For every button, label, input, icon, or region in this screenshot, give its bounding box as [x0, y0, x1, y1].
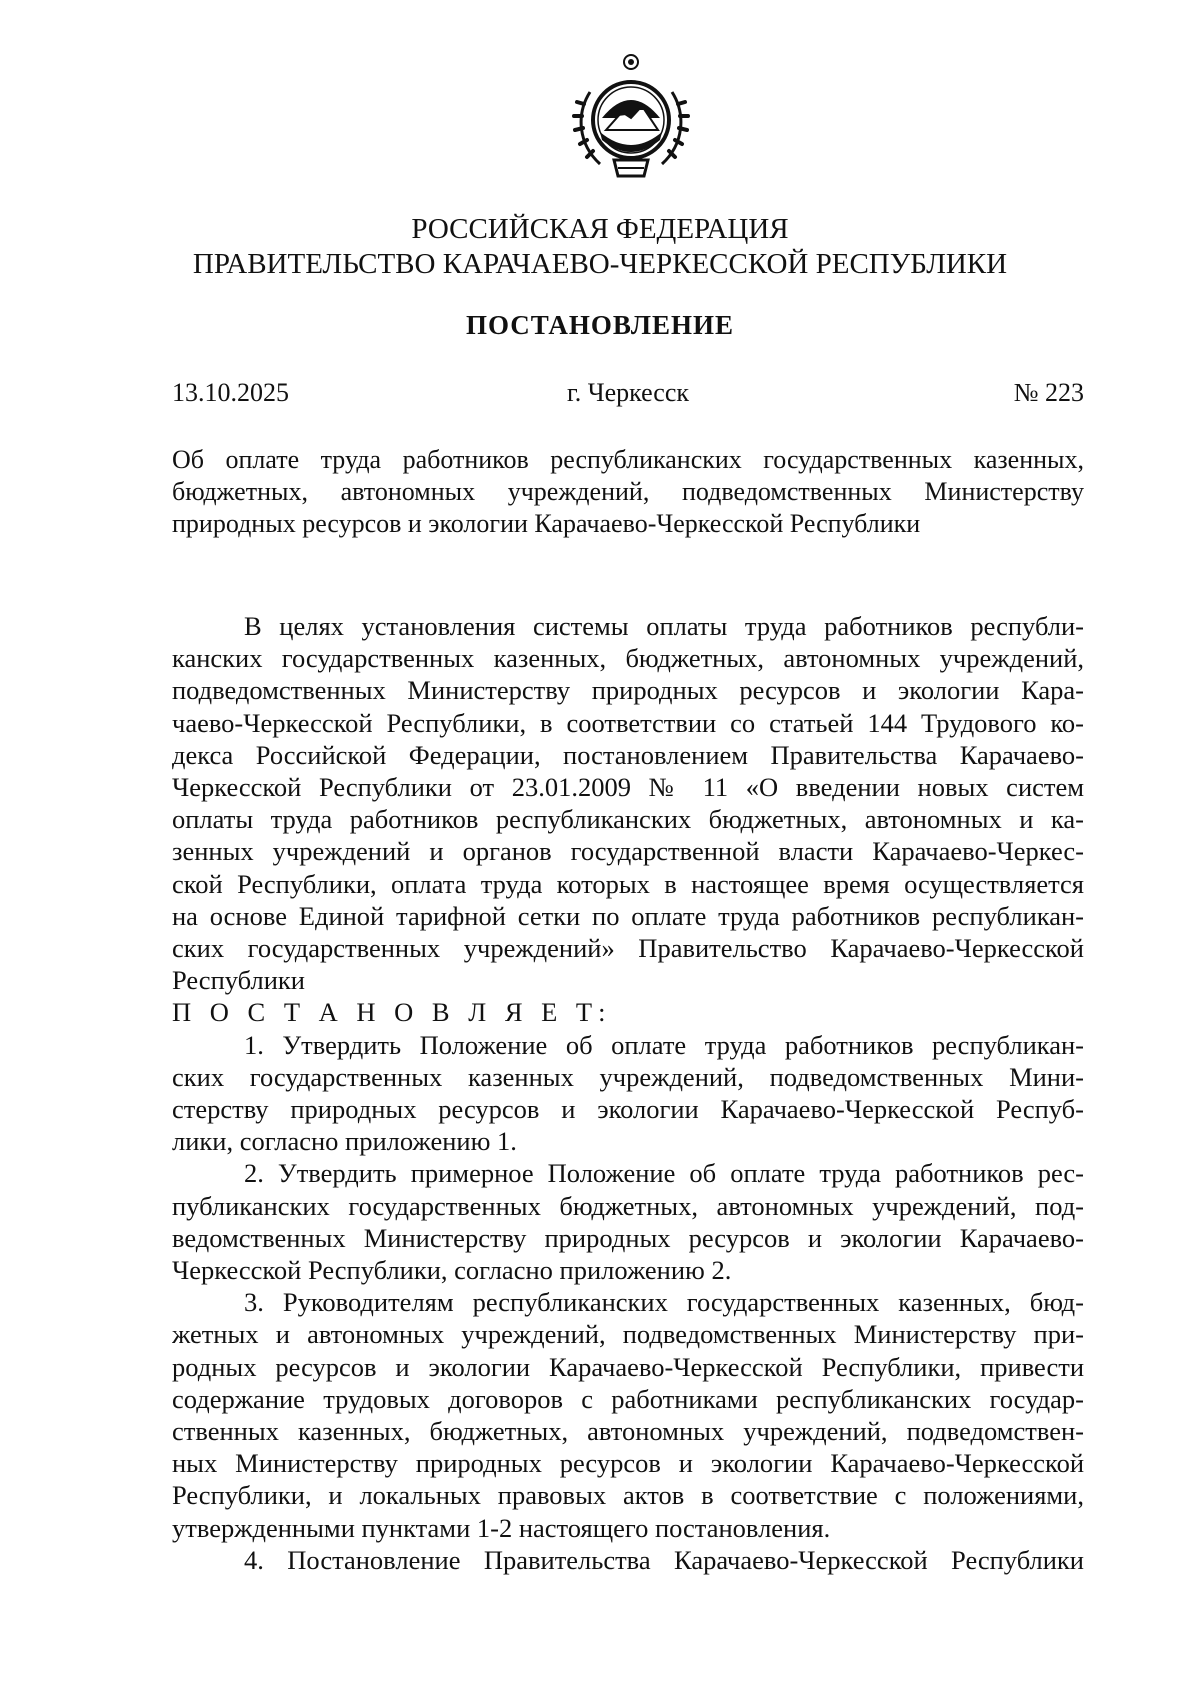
document-number: № 223	[1013, 378, 1084, 407]
item-3	[172, 1286, 1084, 1544]
body-line: чаево-Черкесской Республики, в соответствии со статьей 144 Трудового ко-	[172, 707, 1084, 738]
body-line: ских государственных учреждений» Правительство Карачаево-Черкесской	[172, 933, 1084, 964]
body-line: содержание трудовых договоров с работниками республиканских государ-	[172, 1383, 1084, 1414]
body-line: жетных и автономных учреждений, подведомственных Министерству при-	[172, 1319, 1084, 1350]
body-line: утвержденными пунктами 1-2 настоящего постановления.	[172, 1512, 831, 1543]
body-line: 1. Утвердить Положение об оплате труда работников республикан-	[244, 1029, 1084, 1060]
body-line: на основе Единой тарифной сетки по оплате труда работников республикан-	[172, 900, 1084, 931]
country-heading: РОССИЙСКАЯ ФЕДЕРАЦИЯ	[411, 213, 789, 245]
subject-line: бюджетных, автономных учреждений, подведомственных Министерству	[172, 477, 1084, 506]
document-date: 13.10.2025	[172, 378, 289, 407]
subject-line: природных ресурсов и экологии Карачаево-Черкесской Республики	[172, 509, 921, 538]
body-line: Черкесской Республики от 23.01.2009 № 11 «О введении новых систем	[172, 772, 1084, 803]
body-line: ских государственных казенных учреждений, подведомственных Мини-	[172, 1061, 1084, 1092]
subject-line: Об оплате труда работников республиканских государственных казенных,	[172, 445, 1084, 474]
document-subject	[172, 444, 1084, 540]
preamble-paragraph	[172, 610, 1084, 996]
body-line: В целях установления системы оплаты труда работников республи-	[244, 611, 1084, 641]
body-line: ственных казенных, бюджетных, автономных учреждений, подведомствен-	[172, 1416, 1084, 1447]
body-line: ской Республики, оплата труда которых в настоящее время осуществляется	[172, 868, 1084, 899]
body-line: 2. Утвердить примерное Положение об оплате труда работников рес-	[244, 1158, 1084, 1189]
body-line: стерству природных ресурсов и экологии Карачаево-Черкесской Респуб-	[172, 1094, 1084, 1125]
body-line: Республики	[172, 965, 305, 996]
body-line: оплаты труда работников республиканских бюджетных, автономных и ка-	[172, 804, 1084, 835]
document-city: г. Черкесск	[566, 378, 690, 407]
body-line: лики, согласно приложению 1.	[172, 1126, 517, 1157]
item-2	[172, 1157, 1084, 1286]
body-line: ведомственных Министерству природных ресурсов и экологии Карачаево-	[172, 1222, 1084, 1253]
body-line: декса Российской Федерации, постановлением Правительства Карачаево-	[172, 739, 1084, 770]
body-line: подведомственных Министерству природных ресурсов и экологии Кара-	[172, 675, 1084, 706]
body-line: родных ресурсов и экологии Карачаево-Черкесской Республики, привести	[172, 1351, 1084, 1382]
item-4	[172, 1544, 1084, 1576]
body-line: публиканских государственных бюджетных, автономных учреждений, под-	[172, 1190, 1084, 1221]
document-type-title: ПОСТАНОВЛЕНИЕ	[465, 310, 735, 340]
government-heading: ПРАВИТЕЛЬСТВО КАРАЧАЕВО-ЧЕРКЕССКОЙ РЕСПУБЛИКИ	[192, 248, 1008, 280]
body-line: Черкесской Республики, согласно приложению 2.	[172, 1255, 732, 1286]
item-1	[172, 1029, 1084, 1158]
document-body	[172, 610, 1084, 1576]
body-line: канских государственных казенных, бюджетных, автономных учреждений,	[172, 643, 1084, 674]
body-line: зенных учреждений и органов государственной власти Карачаево-Черкес-	[172, 836, 1084, 867]
document-meta-row	[172, 378, 1084, 412]
body-line: Республики, и локальных правовых актов в соответствие с положениями,	[172, 1480, 1084, 1511]
resolves-heading: П О С Т А Н О В Л Я Е Т:	[172, 997, 612, 1028]
body-line: 4. Постановление Правительства Карачаево-Черкесской Республики	[244, 1544, 1084, 1575]
body-line: ных Министерству природных ресурсов и экологии Карачаево-Черкесской	[172, 1448, 1084, 1479]
body-line: 3. Руководителям республиканских государственных казенных, бюд-	[244, 1287, 1084, 1318]
coat-of-arms-emblem	[570, 52, 692, 184]
